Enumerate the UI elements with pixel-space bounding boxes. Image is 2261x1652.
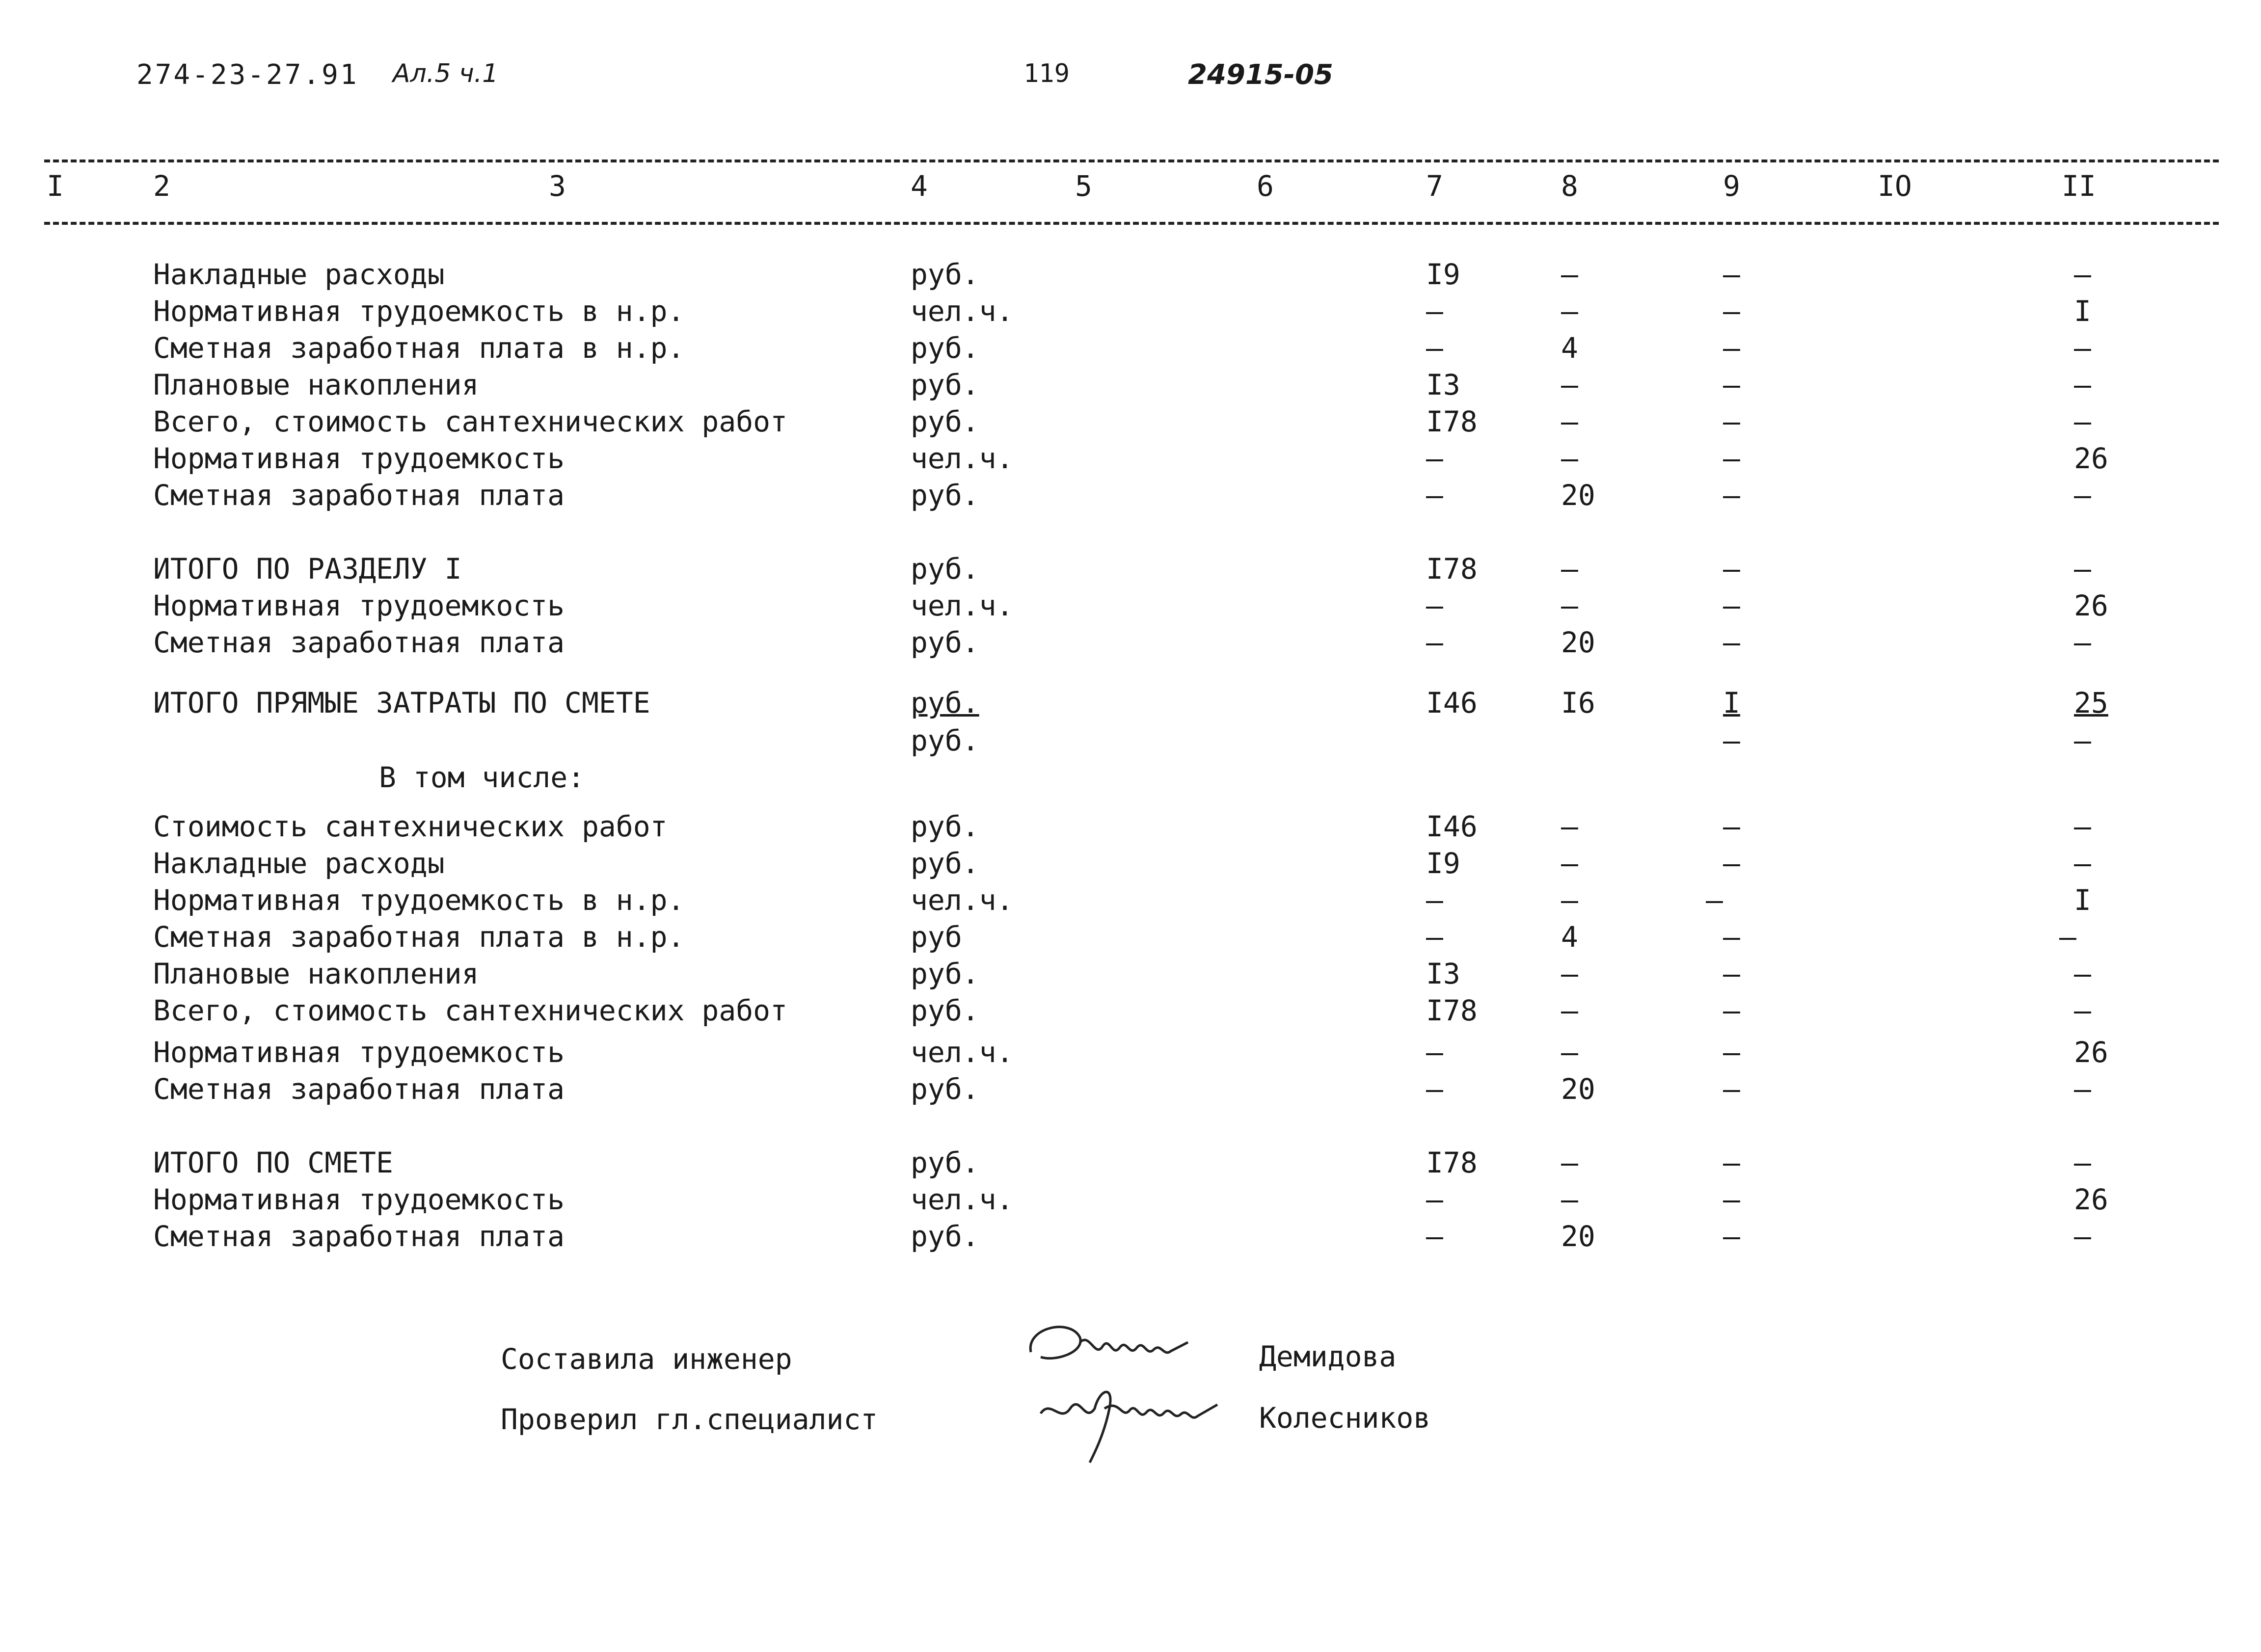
row-value-col7: I78 [1426,552,1478,586]
row-value-col7: I46 [1426,810,1478,843]
row-value-col7: – [1426,883,1443,917]
row-value-col7: I9 [1426,847,1460,880]
row-unit: чел.ч. [911,294,1014,328]
row-item-name: Сметная заработная плата [153,626,565,659]
subheading-row [0,761,2261,798]
table-row [0,1072,2261,1109]
row-value-col8: 4 [1561,920,1578,954]
row-item-name: Сметная заработная плата [153,1072,565,1106]
row-value-col11: 26 [2074,442,2108,475]
row-value-col11: – [2059,920,2076,954]
row-value-col9: – [1706,883,1723,917]
row-item-name: Сметная заработная плата [153,1220,565,1253]
row-unit: руб. [911,1072,979,1106]
row-unit: чел.ч. [911,1036,1014,1069]
row-value-col11: – [2074,957,2091,990]
row-value-col8: 20 [1561,626,1595,659]
row-value-col9: – [1723,552,1740,586]
row-value-col11: – [2074,1072,2091,1106]
row-item-name: Стоимость сантехнических работ [153,810,668,843]
row-value-col9: – [1723,1036,1740,1069]
column-number: 4 [911,169,928,203]
row-item-name: Всего, стоимость сантехнических работ [153,405,788,438]
row-value-col11: – [2074,479,2091,512]
row-value-col8: – [1561,847,1578,880]
table-row [0,957,2261,994]
column-number: IO [1878,169,1912,203]
row-value-col11: – [2074,1146,2091,1179]
column-number: 7 [1426,169,1443,203]
column-number: 5 [1075,169,1092,203]
row-value-col9: – [1723,1183,1740,1216]
row-value-col11: – [2074,258,2091,291]
row-unit: руб. [911,331,979,365]
row-value-col7: – [1426,626,1443,659]
row-item-name: ИТОГО ПО СМЕТЕ [153,1146,393,1179]
row-item-name: Плановые накопления [153,368,479,401]
table-row [0,810,2261,847]
row-value-col7: – [1426,1183,1443,1216]
row-value-col11: – [2074,810,2091,843]
table-row [0,294,2261,331]
table-header-rule [44,222,2219,225]
row-value-col9: – [1723,442,1740,475]
document-code: 274-23-27.91 [136,59,359,91]
row-value-col9: – [1723,294,1740,328]
row-unit: руб. [911,479,979,512]
table-top-rule [44,160,2219,162]
row-value-col8: – [1561,552,1578,586]
checked-signature-icon [1031,1369,1257,1467]
row-value-col9: – [1723,258,1740,291]
checked-by-label: Проверил гл.специалист [501,1403,878,1436]
row-value-col9: I [1723,686,1740,719]
row-value-col8: – [1561,883,1578,917]
row-value-col8: – [1561,294,1578,328]
row-value-col9: – [1723,1146,1740,1179]
row-unit: руб. [911,847,979,880]
row-value-col9: – [1723,331,1740,365]
row-unit: руб. [911,957,979,990]
checked-by-name: Колесников [1259,1401,1431,1435]
row-value-col8: – [1561,405,1578,438]
table-row [0,883,2261,920]
row-value-col9: – [1723,724,1740,757]
column-number: 2 [153,169,170,203]
row-value-col8: 20 [1561,479,1595,512]
row-item-name: Сметная заработная плата в н.р. [153,331,685,365]
row-unit: руб. [911,258,979,291]
row-item-name: Нормативная трудоемкость в н.р. [153,294,685,328]
row-value-col11: – [2074,552,2091,586]
compiled-by-label: Составила инженер [501,1342,792,1376]
row-value-col7: I78 [1426,994,1478,1027]
column-number: I [47,169,64,203]
row-value-col7: – [1426,1220,1443,1253]
table-row [0,1183,2261,1220]
row-value-col11: – [2074,331,2091,365]
row-value-col8: 4 [1561,331,1578,365]
row-value-col9: – [1723,994,1740,1027]
row-value-col8: – [1561,957,1578,990]
row-value-col8: 20 [1561,1220,1595,1253]
row-value-col9: – [1723,589,1740,622]
row-value-col9: – [1723,626,1740,659]
table-row [0,1220,2261,1256]
row-value-col11: – [2074,405,2091,438]
row-value-col8: – [1561,589,1578,622]
row-item-name: Нормативная трудоемкость [153,442,565,475]
compiled-by-name: Демидова [1259,1340,1397,1373]
row-value-col11: – [2074,724,2091,757]
row-unit: руб [911,920,962,954]
row-value-col7: I9 [1426,258,1460,291]
row-value-col7: – [1426,1036,1443,1069]
row-item-name: Накладные расходы [153,847,445,880]
row-unit: руб. [911,686,979,719]
page-number: 119 [1023,59,1070,88]
row-item-name: Нормативная трудоемкость [153,1036,565,1069]
row-value-col9: – [1723,920,1740,954]
column-number: II [2062,169,2096,203]
row-unit: чел.ч. [911,442,1014,475]
row-unit: руб. [911,626,979,659]
row-unit: руб. [911,552,979,586]
row-item-name: Нормативная трудоемкость в н.р. [153,883,685,917]
row-unit: руб. [911,994,979,1027]
table-row [0,442,2261,479]
row-item-name: Накладные расходы [153,258,445,291]
row-value-col11: – [2074,847,2091,880]
row-value-col11: – [2074,994,2091,1027]
estimate-total-row [0,1146,2261,1183]
row-value-col11: I [2074,294,2091,328]
row-value-col7: – [1426,479,1443,512]
row-value-col7: I3 [1426,368,1460,401]
table-row [0,626,2261,663]
table-row [0,1036,2261,1072]
column-number: 3 [549,169,566,203]
row-value-col9: – [1723,479,1740,512]
row-value-col7: – [1426,1072,1443,1106]
row-value-col8: – [1561,368,1578,401]
row-item-name: Сметная заработная плата [153,479,565,512]
row-value-col11: – [2074,626,2091,659]
table-row [0,724,2261,761]
table-row [0,405,2261,442]
table-row [0,589,2261,626]
column-number: 9 [1723,169,1740,203]
row-value-col8: – [1561,1183,1578,1216]
row-value-col9: – [1723,847,1740,880]
row-item-name: Плановые накопления [153,957,479,990]
row-unit: чел.ч. [911,883,1014,917]
row-value-col7: – [1426,589,1443,622]
row-value-col9: – [1723,405,1740,438]
table-row [0,258,2261,294]
row-value-col11: – [2074,368,2091,401]
row-value-col8: – [1561,810,1578,843]
row-value-col7: I78 [1426,405,1478,438]
row-value-col8: – [1561,994,1578,1027]
row-value-col8: – [1561,1036,1578,1069]
row-value-col11: – [2074,1220,2091,1253]
row-value-col11: I [2074,883,2091,917]
row-unit: руб. [911,724,979,757]
row-value-col9: – [1723,810,1740,843]
row-value-col9: – [1723,1072,1740,1106]
row-value-col9: – [1723,368,1740,401]
row-value-col7: – [1426,920,1443,954]
row-value-col8: I6 [1561,686,1595,719]
row-value-col7: I78 [1426,1146,1478,1179]
table-row [0,368,2261,405]
table-row [0,847,2261,883]
album-reference: Ал.5 ч.1 [393,59,499,88]
row-item-name: ИТОГО ПРЯМЫЕ ЗАТРАТЫ ПО СМЕТЕ [153,686,650,719]
row-item-name: ИТОГО ПО РАЗДЕЛУ I [153,552,462,586]
row-value-col7: I46 [1426,686,1478,719]
row-value-col11: 25 [2074,686,2108,719]
row-value-col8: – [1561,258,1578,291]
row-item-name: В том числе: [379,761,585,794]
column-number: 6 [1257,169,1274,203]
table-row [0,331,2261,368]
row-item-name: Сметная заработная плата в н.р. [153,920,685,954]
row-value-col11: 26 [2074,1036,2108,1069]
table-row [0,479,2261,515]
table-row [0,994,2261,1031]
section-total-row [0,552,2261,589]
row-unit: руб. [911,368,979,401]
table-row [0,920,2261,957]
row-value-col9: – [1723,957,1740,990]
row-unit: чел.ч. [911,1183,1014,1216]
row-value-col7: – [1426,331,1443,365]
row-unit: руб. [911,1220,979,1253]
row-unit: руб. [911,1146,979,1179]
row-item-name: Нормативная трудоемкость [153,589,565,622]
row-value-col9: – [1723,1220,1740,1253]
row-value-col8: – [1561,1146,1578,1179]
direct-costs-total-row [0,686,2261,723]
row-value-col11: 26 [2074,589,2108,622]
row-value-col8: – [1561,442,1578,475]
inventory-number: 24915-05 [1188,59,1333,91]
row-unit: руб. [911,405,979,438]
row-value-col7: – [1426,294,1443,328]
row-item-name: Всего, стоимость сантехнических работ [153,994,788,1027]
row-value-col11: 26 [2074,1183,2108,1216]
row-value-col7: – [1426,442,1443,475]
row-value-col8: 20 [1561,1072,1595,1106]
row-unit: чел.ч. [911,589,1014,622]
row-unit: руб. [911,810,979,843]
row-item-name: Нормативная трудоемкость [153,1183,565,1216]
row-value-col7: I3 [1426,957,1460,990]
column-number: 8 [1561,169,1578,203]
